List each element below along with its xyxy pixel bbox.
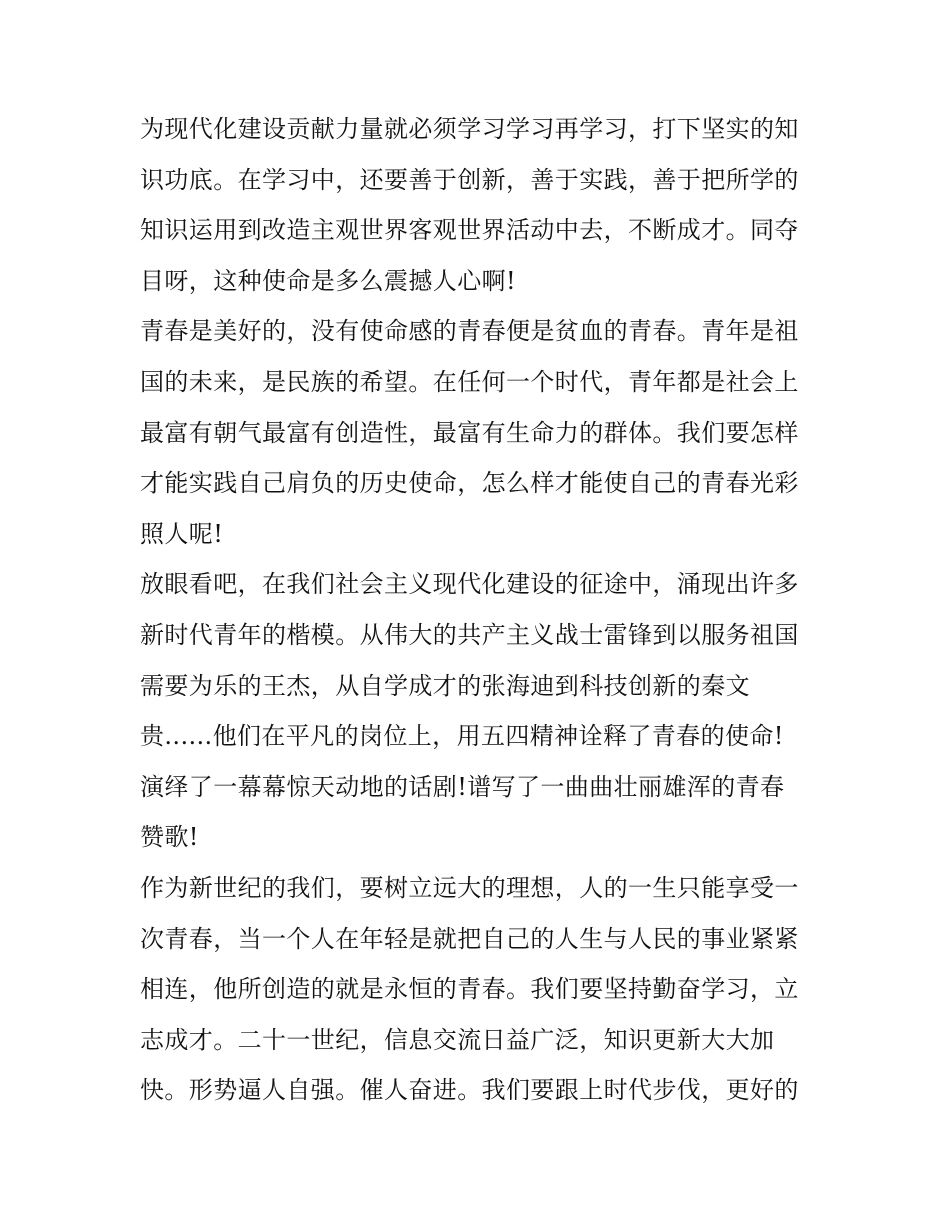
text-line: 最富有朝气最富有创造性，最富有生命力的群体。我们要怎样 <box>140 418 799 447</box>
text-line: 放眼看吧，在我们社会主义现代化建设的征途中，涌现出许多 <box>140 570 799 599</box>
text-line: 国的未来，是民族的希望。在任何一个时代，青年都是社会上 <box>140 367 799 396</box>
text-line: 青春是美好的，没有使命感的青春便是贫血的青春。青年是祖 <box>140 317 799 346</box>
text-line: 知识运用到改造主观世界客观世界活动中去，不断成才。同夺 <box>140 216 799 245</box>
text-line: 才能实践自己肩负的历史使命，怎么样才能使自己的青春光彩 <box>140 469 799 498</box>
text-line: 为现代化建设贡献力量就必须学习学习再学习，打下坚实的知 <box>140 115 799 143</box>
text-line: 新时代青年的楷模。从伟大的共产主义战士雷锋到以服务祖国 <box>140 620 799 649</box>
text-line: 次青春，当一个人在年轻是就把自己的人生与人民的事业紧紧 <box>140 924 799 953</box>
text-line: 识功底。在学习中，还要善于创新，善于实践，善于把所学的 <box>140 165 799 194</box>
text-line: 照人呢! <box>140 519 224 548</box>
text-line: 相连，他所创造的就是永恒的青春。我们要坚持勤奋学习，立 <box>140 975 799 1004</box>
text-line: 作为新世纪的我们，要树立远大的理想，人的一生只能享受一 <box>140 873 799 902</box>
document-body <box>140 104 830 1116</box>
text-line: 快。形势逼人自强。催人奋进。我们要跟上时代步伐，更好的 <box>140 1076 799 1105</box>
text-line: 需要为乐的王杰，从自学成才的张海迪到科技创新的秦文 <box>140 671 750 700</box>
text-line: 志成才。二十一世纪，信息交流日益广泛，知识更新大大加 <box>140 1025 775 1054</box>
text-line: 赞歌! <box>140 823 199 852</box>
text-line: 演绎了一幕幕惊天动地的话剧!谱写了一曲曲壮丽雄浑的青春 <box>140 772 785 801</box>
text-line: 贵......他们在平凡的岗位上，用五四精神诠释了青春的使命! <box>140 722 784 751</box>
text-line: 目呀，这种使命是多么震撼人心啊! <box>140 266 517 295</box>
